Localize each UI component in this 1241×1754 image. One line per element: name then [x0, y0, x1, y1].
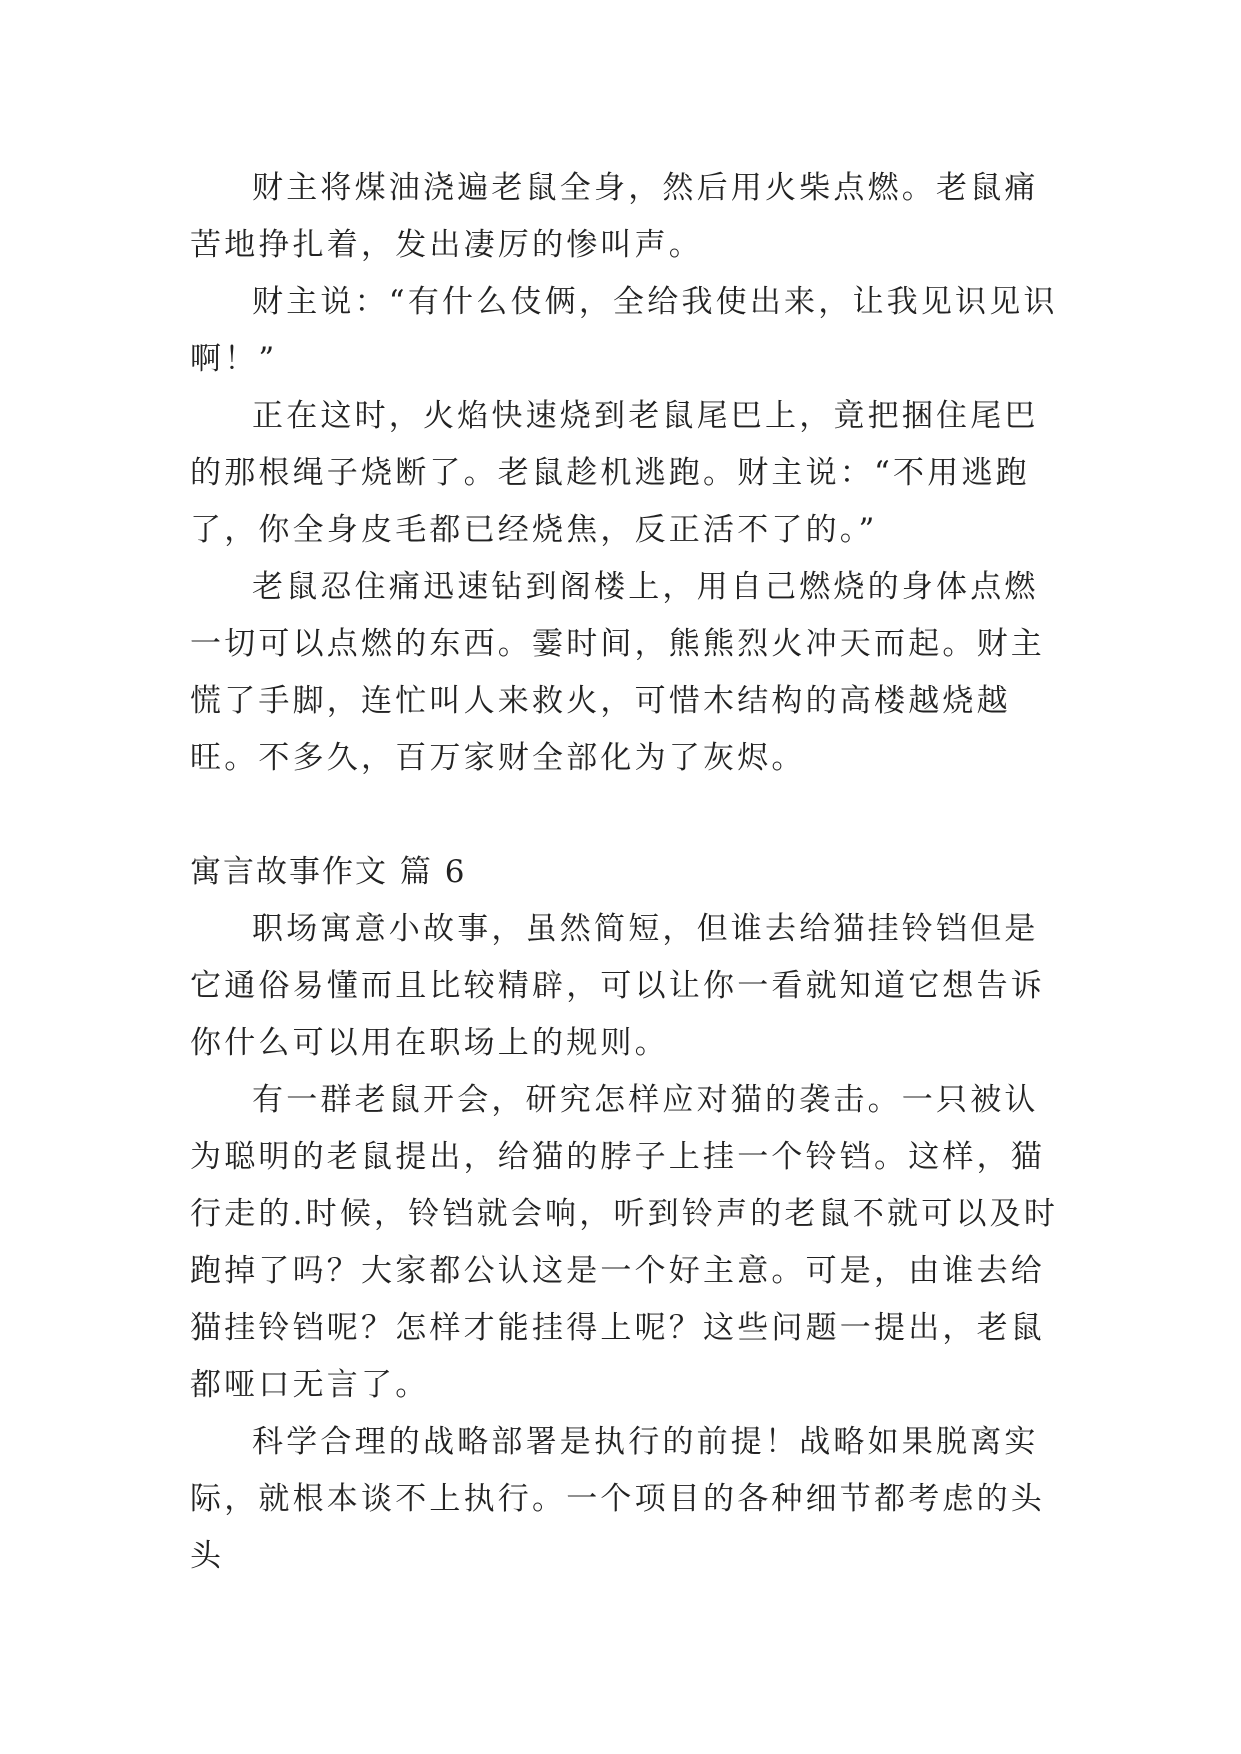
paragraph: 科学合理的战略部署是执行的前提！战略如果脱离实际，就根本谈不上执行。一个项目的各种细节都考虑的头头 — [190, 1424, 1045, 1574]
section-spacer — [190, 787, 1060, 844]
paragraph: 财主将煤油浇遍老鼠全身，然后用火柴点燃。老鼠痛苦地挣扎着，发出凄厉的惨叫声。 — [190, 170, 1039, 263]
paragraph: 老鼠忍住痛迅速钻到阁楼上，用自己燃烧的身体点燃一切可以点燃的东西。霎时间，熊熊烈火冲天而起。财主慌了手脚，连忙叫人来救火，可惜木结构的高楼越烧越旺。不多久，百万家财全部化为了灰烬。 — [190, 569, 1045, 776]
paragraph: 正在这时，火焰快速烧到老鼠尾巴上，竟把捆住尾巴的那根绳子烧断了。老鼠趁机逃跑。财主说：“不用逃跑了，你全身皮毛都已经烧焦，反正活不了的。” — [190, 398, 1039, 548]
document-body — [190, 160, 1060, 1585]
section-heading: 寓言故事作文 篇 6 — [190, 854, 467, 890]
paragraph: 职场寓意小故事，虽然简短，但谁去给猫挂铃铛但是它通俗易懂而且比较精辟，可以让你一看就知道它想告诉你什么可以用在职场上的规则。 — [190, 911, 1045, 1061]
paragraph: 财主说：“有什么伎俩，全给我使出来，让我见识见识啊！” — [190, 284, 1058, 377]
paragraph: 有一群老鼠开会，研究怎样应对猫的袭击。一只被认为聪明的老鼠提出，给猫的脖子上挂一个铃铛。这样，猫行走的.时候，铃铛就会响，听到铃声的老鼠不就可以及时跑掉了吗？大家都公认这是一个好主意。可是，由谁去给猫挂铃铛呢？怎样才能挂得上呢？这些问题一提出，老鼠都哑口无言了。 — [190, 1082, 1059, 1403]
